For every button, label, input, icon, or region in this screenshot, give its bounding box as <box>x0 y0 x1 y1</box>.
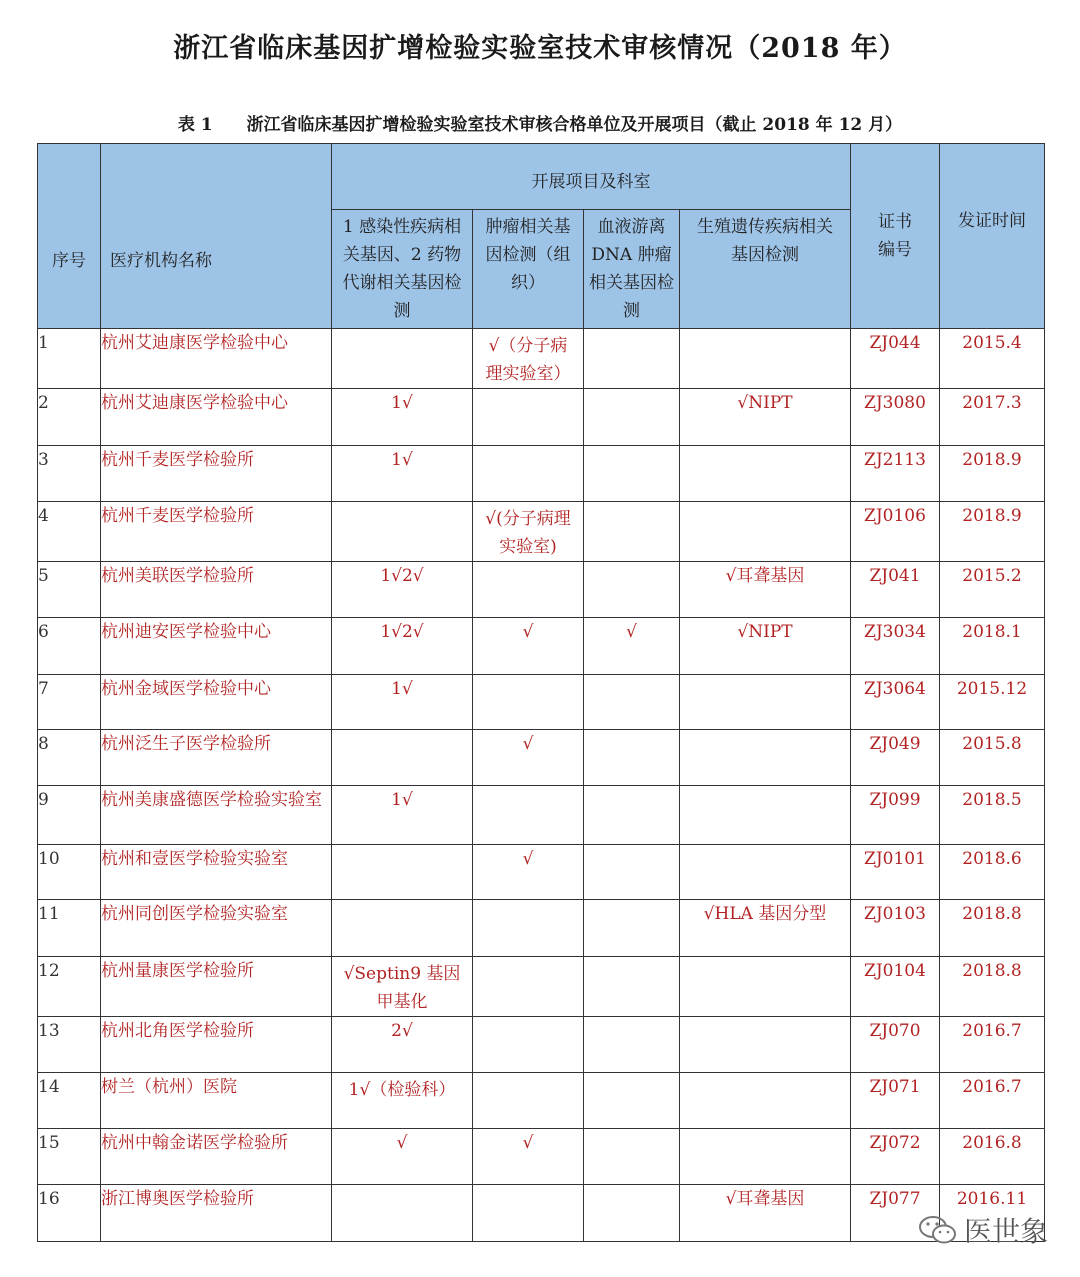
watermark <box>918 1208 1048 1252</box>
project-1-cell <box>332 845 473 900</box>
row-number-cell: 4 <box>38 502 101 562</box>
header-project-1: 1 感染性疾病相关基因、2 药物代谢相关基因检测 <box>332 210 473 329</box>
cert-number-cell: ZJ0106 <box>851 502 940 562</box>
org-name-cell: 杭州艾迪康医学检验中心 <box>101 389 332 446</box>
project-4-cell: √NIPT <box>680 389 851 446</box>
header-project-4: 生殖遗传疾病相关基因检测 <box>680 210 851 329</box>
issue-date-cell: 2015.4 <box>940 329 1045 389</box>
project-3-cell <box>584 845 680 900</box>
table-row <box>38 845 1045 900</box>
row-number-cell: 11 <box>38 900 101 957</box>
header-org: 医疗机构名称 <box>101 144 332 329</box>
project-4-cell <box>680 446 851 502</box>
cert-number-cell: ZJ070 <box>851 1017 940 1073</box>
project-1-cell <box>332 502 473 562</box>
cert-number-cell: ZJ044 <box>851 329 940 389</box>
table-row <box>38 675 1045 730</box>
table-body <box>38 329 1045 1242</box>
table-row <box>38 562 1045 618</box>
project-3-cell <box>584 786 680 845</box>
project-1-cell: 1√ <box>332 675 473 730</box>
org-name-cell: 杭州北角医学检验所 <box>101 1017 332 1073</box>
project-1-cell <box>332 329 473 389</box>
header-seq: 序号 <box>38 144 101 329</box>
row-number-cell: 9 <box>38 786 101 845</box>
project-3-cell <box>584 1017 680 1073</box>
cert-number-cell: ZJ099 <box>851 786 940 845</box>
header-project-3: 血液游离DNA 肿瘤相关基因检测 <box>584 210 680 329</box>
issue-date-cell: 2015.8 <box>940 730 1045 786</box>
issue-date-cell: 2018.8 <box>940 957 1045 1017</box>
org-name-cell: 杭州千麦医学检验所 <box>101 502 332 562</box>
audit-table <box>37 143 1045 1242</box>
project-2-cell: √（分子病理实验室） <box>473 329 584 389</box>
org-name-cell: 杭州艾迪康医学检验中心 <box>101 329 332 389</box>
project-4-cell <box>680 502 851 562</box>
cert-number-cell: ZJ049 <box>851 730 940 786</box>
table-row <box>38 1129 1045 1185</box>
project-2-cell: √ <box>473 1129 584 1185</box>
header-date: 发证时间 <box>940 144 1045 329</box>
org-name-cell: 杭州同创医学检验实验室 <box>101 900 332 957</box>
project-1-cell: √Septin9 基因甲基化 <box>332 957 473 1017</box>
page-title: 浙江省临床基因扩增检验实验室技术审核情况（2018 年） <box>173 33 907 64</box>
project-3-cell <box>584 900 680 957</box>
project-3-cell <box>584 389 680 446</box>
row-number-cell: 2 <box>38 389 101 446</box>
table-row <box>38 957 1045 1017</box>
project-2-cell <box>473 1073 584 1129</box>
project-4-cell <box>680 786 851 845</box>
project-4-cell <box>680 675 851 730</box>
project-1-cell: 1√2√ <box>332 618 473 675</box>
issue-date-cell: 2016.11 <box>940 1185 1045 1242</box>
org-name-cell: 杭州量康医学检验所 <box>101 957 332 1017</box>
cert-number-cell: ZJ071 <box>851 1073 940 1129</box>
org-name-cell: 杭州美联医学检验所 <box>101 562 332 618</box>
cert-number-cell: ZJ0104 <box>851 957 940 1017</box>
row-number-cell: 6 <box>38 618 101 675</box>
project-4-cell <box>680 957 851 1017</box>
project-3-cell <box>584 446 680 502</box>
cert-number-cell: ZJ0101 <box>851 845 940 900</box>
issue-date-cell: 2016.8 <box>940 1129 1045 1185</box>
project-2-cell <box>473 1017 584 1073</box>
row-number-cell: 3 <box>38 446 101 502</box>
table-caption <box>0 110 1080 135</box>
project-2-cell: √ <box>473 618 584 675</box>
project-4-cell: √耳聋基因 <box>680 1185 851 1242</box>
issue-date-cell: 2016.7 <box>940 1073 1045 1129</box>
project-2-cell: √ <box>473 730 584 786</box>
cert-number-cell: ZJ077 <box>851 1185 940 1242</box>
issue-date-cell: 2018.9 <box>940 446 1045 502</box>
issue-date-cell: 2017.3 <box>940 389 1045 446</box>
org-name-cell: 树兰（杭州）医院 <box>101 1073 332 1129</box>
table-row <box>38 786 1045 845</box>
project-3-cell <box>584 957 680 1017</box>
table-row <box>38 329 1045 389</box>
project-1-cell: 1√ <box>332 786 473 845</box>
project-3-cell <box>584 502 680 562</box>
table-caption-label: 表 1 <box>177 115 213 135</box>
row-number-cell: 5 <box>38 562 101 618</box>
cert-number-cell: ZJ3080 <box>851 389 940 446</box>
project-4-cell: √HLA 基因分型 <box>680 900 851 957</box>
row-number-cell: 16 <box>38 1185 101 1242</box>
table-row <box>38 1017 1045 1073</box>
header-project-2: 肿瘤相关基因检测（组织） <box>473 210 584 329</box>
project-4-cell <box>680 1017 851 1073</box>
header-cert: 证书编号 <box>851 144 940 329</box>
table-row <box>38 1073 1045 1129</box>
issue-date-cell: 2018.9 <box>940 502 1045 562</box>
project-4-cell <box>680 730 851 786</box>
project-3-cell <box>584 675 680 730</box>
project-4-cell <box>680 1073 851 1129</box>
project-1-cell: 1√（检验科） <box>332 1073 473 1129</box>
project-1-cell: √ <box>332 1129 473 1185</box>
project-2-cell <box>473 446 584 502</box>
cert-number-cell: ZJ2113 <box>851 446 940 502</box>
org-name-cell: 杭州中翰金诺医学检验所 <box>101 1129 332 1185</box>
issue-date-cell: 2018.5 <box>940 786 1045 845</box>
table-row <box>38 389 1045 446</box>
issue-date-cell: 2016.7 <box>940 1017 1045 1073</box>
table-row <box>38 730 1045 786</box>
cert-number-cell: ZJ3034 <box>851 618 940 675</box>
project-2-cell <box>473 786 584 845</box>
cert-number-cell: ZJ041 <box>851 562 940 618</box>
project-1-cell <box>332 900 473 957</box>
issue-date-cell: 2018.1 <box>940 618 1045 675</box>
project-2-cell <box>473 562 584 618</box>
project-1-cell: 2√ <box>332 1017 473 1073</box>
project-3-cell <box>584 1073 680 1129</box>
project-3-cell <box>584 730 680 786</box>
project-2-cell <box>473 900 584 957</box>
cert-number-cell: ZJ072 <box>851 1129 940 1185</box>
project-1-cell <box>332 730 473 786</box>
table-row <box>38 618 1045 675</box>
row-number-cell: 15 <box>38 1129 101 1185</box>
org-name-cell: 浙江博奥医学检验所 <box>101 1185 332 1242</box>
row-number-cell: 7 <box>38 675 101 730</box>
org-name-cell: 杭州千麦医学检验所 <box>101 446 332 502</box>
project-4-cell <box>680 845 851 900</box>
row-number-cell: 1 <box>38 329 101 389</box>
table-row <box>38 1185 1045 1242</box>
row-number-cell: 14 <box>38 1073 101 1129</box>
project-4-cell <box>680 1129 851 1185</box>
row-number-cell: 12 <box>38 957 101 1017</box>
project-2-cell: √(分子病理实验室) <box>473 502 584 562</box>
wechat-icon <box>918 1214 958 1246</box>
table-row <box>38 446 1045 502</box>
project-1-cell: 1√ <box>332 446 473 502</box>
project-2-cell <box>473 675 584 730</box>
org-name-cell: 杭州金域医学检验中心 <box>101 675 332 730</box>
table-row <box>38 900 1045 957</box>
row-number-cell: 8 <box>38 730 101 786</box>
project-4-cell <box>680 329 851 389</box>
project-3-cell <box>584 329 680 389</box>
project-2-cell: √ <box>473 845 584 900</box>
project-4-cell: √耳聋基因 <box>680 562 851 618</box>
issue-date-cell: 2015.12 <box>940 675 1045 730</box>
org-name-cell: 杭州迪安医学检验中心 <box>101 618 332 675</box>
project-3-cell: √ <box>584 618 680 675</box>
project-3-cell <box>584 1185 680 1242</box>
issue-date-cell: 2018.8 <box>940 900 1045 957</box>
org-name-cell: 杭州泛生子医学检验所 <box>101 730 332 786</box>
issue-date-cell: 2018.6 <box>940 845 1045 900</box>
project-2-cell <box>473 389 584 446</box>
project-3-cell <box>584 562 680 618</box>
issue-date-cell: 2015.2 <box>940 562 1045 618</box>
project-1-cell: 1√ <box>332 389 473 446</box>
cert-number-cell: ZJ0103 <box>851 900 940 957</box>
row-number-cell: 13 <box>38 1017 101 1073</box>
project-2-cell <box>473 1185 584 1242</box>
project-1-cell: 1√2√ <box>332 562 473 618</box>
table-caption-text: 浙江省临床基因扩增检验实验室技术审核合格单位及开展项目（截止 2018 年 12 月） <box>246 115 903 135</box>
header-projects: 开展项目及科室 <box>332 144 851 210</box>
org-name-cell: 杭州和壹医学检验实验室 <box>101 845 332 900</box>
project-1-cell <box>332 1185 473 1242</box>
project-4-cell: √NIPT <box>680 618 851 675</box>
row-number-cell: 10 <box>38 845 101 900</box>
project-3-cell <box>584 1129 680 1185</box>
cert-number-cell: ZJ3064 <box>851 675 940 730</box>
org-name-cell: 杭州美康盛德医学检验实验室 <box>101 786 332 845</box>
watermark-text: 医世象 <box>964 1215 1049 1248</box>
table-header <box>38 144 1045 329</box>
project-2-cell <box>473 957 584 1017</box>
table-row <box>38 502 1045 562</box>
